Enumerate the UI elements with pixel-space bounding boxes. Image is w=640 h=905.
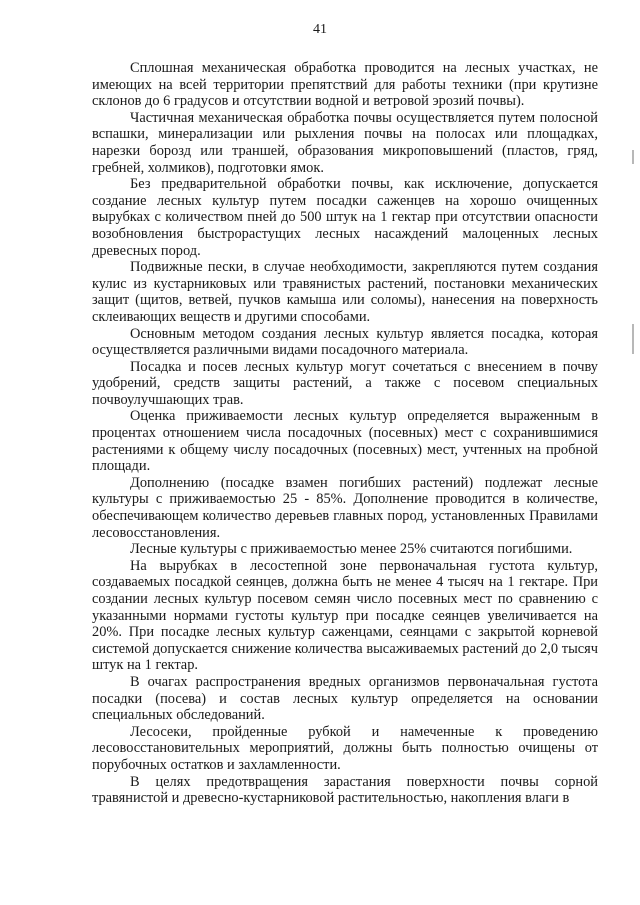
scan-mark xyxy=(632,324,634,354)
paragraph-7: Оценка приживаемости лесных культур определяется выраженным в процентах отношением числа посадочных (посевных) мест с сохранившимися растениями к общему числу посадочных (посевных) мест, учтенных на пробной площади. xyxy=(92,408,598,475)
paragraph-4: Подвижные пески, в случае необходимости, закрепляются путем создания кулис из кустарниковых или травянистых растений, постановки механических защит (щитов, ветвей, пучков камыша или соломы), нанесения на поверхность склеивающих веществ и другими способами. xyxy=(92,259,598,325)
page-number: 41 xyxy=(313,22,327,37)
paragraph-12: Лесосеки, пройденные рубкой и намеченные к проведению лесовосстановительных мероприятий, должны быть полностью очищены от порубочных остатков и захламленности. xyxy=(92,723,598,773)
paragraph-8: Дополнению (посадке взамен погибших растений) подлежат лесные культуры с приживаемостью 25 - 85%. Дополнение проводится в количестве, обеспечивающем количество деревьев главных пород, установленных Правилами лесовосстановления. xyxy=(92,474,598,541)
paragraph-13: В целях предотвращения зарастания поверхности почвы сорной травянистой и древесно-кустарниковой растительностью, накопления влаги в xyxy=(92,773,598,807)
paragraph-1: Сплошная механическая обработка проводится на лесных участках, не имеющих на всей территории препятствий для работы техники (при крутизне склонов до 6 градусов и отсутствии водной и ветровой эрозий почвы). xyxy=(92,60,598,110)
paragraph-2: Частичная механическая обработка почвы осуществляется путем полосной вспашки, минерализации или рыхления почвы на полосах или площадках, нарезки борозд или траншей, образования микроповышений (пластов, гряд, гребней, холмиков), подготовки ямок. xyxy=(92,109,598,176)
paragraph-3: Без предварительной обработки почвы, как исключение, допускается создание лесных культур путем посадки саженцев на хорошо очищенных вырубках с количеством пней до 500 штук на 1 гектар при отсутствии опасности возобновления быстрорастущих лесных насаждений малоценных лесных древесных пород. xyxy=(92,176,598,259)
paragraph-10: На вырубках в лесостепной зоне первоначальная густота культур, создаваемых посадкой сеянцев, должна быть не менее 4 тысяч на 1 гектаре. При создании лесных культур посевом семян число посевных мест по сравнению с указанными нормами густоты культур при посадке сеянцев увеличивается на 20%. При посадке лесных культур саженцами, сеянцами с закрытой корневой системой допускается снижение количества высаживаемых растений до 2,0 тысяч штук на 1 гектар. xyxy=(92,557,598,674)
paragraph-11: В очагах распространения вредных организмов первоначальная густота посадки (посева) и состав лесных культур определяется на основании специальных обследований. xyxy=(92,673,598,724)
paragraph-5: Основным методом создания лесных культур является посадка, которая осуществляется различными видами посадочного материала. xyxy=(92,325,598,359)
scan-margin-marks xyxy=(632,150,638,514)
scan-mark xyxy=(632,150,634,164)
paragraph-9: Лесные культуры с приживаемостью менее 25% считаются погибшими. xyxy=(130,541,573,558)
body-text xyxy=(92,60,598,807)
paragraph-6: Посадка и посев лесных культур могут сочетаться с внесением в почву удобрений, средств защиты растений, а также с посевом специальных почвоулучшающих трав. xyxy=(92,358,598,408)
